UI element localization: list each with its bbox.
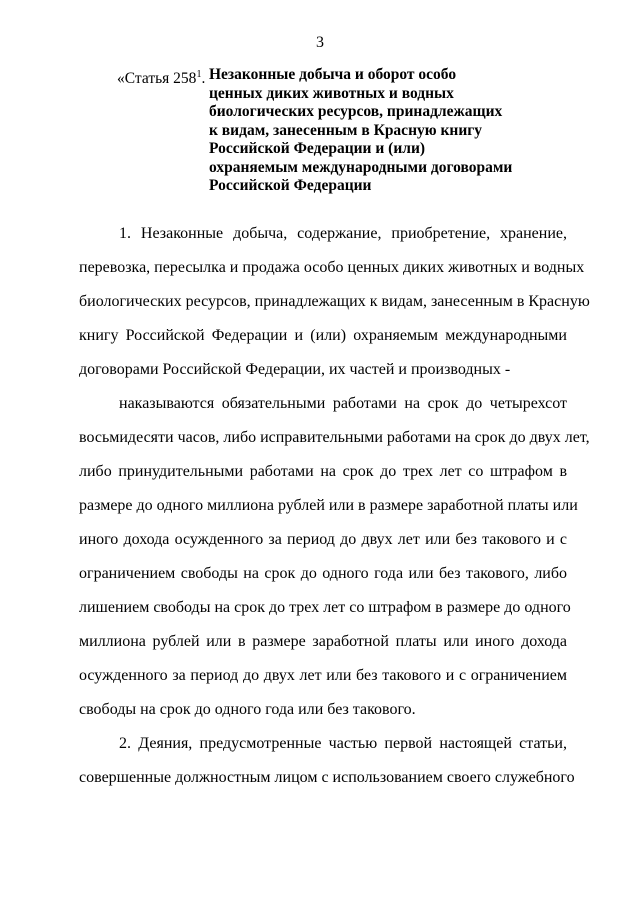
text-line: 1. Незаконные добыча, содержание, приобретение, хранение, <box>119 225 567 242</box>
title-line: к видам, занесенным в Красную книгу <box>209 121 483 139</box>
text-line: восьмидесяти часов, либо исправительными работами на срок до двух лет, <box>79 429 590 446</box>
text-line: перевозка, пересылка и продажа особо ценных диких животных и водных <box>79 259 585 276</box>
text-line: осужденного за период до двух лет или без такового и с ограничением <box>79 667 567 684</box>
text-line: книгу Российской Федерации и (или) охраняемым международными <box>79 327 567 344</box>
article-suffix: . <box>201 70 206 87</box>
article-title <box>209 66 589 196</box>
text-line: наказываются обязательными работами на срок до четырехсот <box>119 395 567 412</box>
text-line: либо принудительными работами на срок до трех лет со штрафом в <box>79 463 567 480</box>
text-line: иного дохода осужденного за период до двух лет или без такового и с <box>79 531 567 548</box>
paragraph-1 <box>79 224 590 394</box>
text-line: свободы на срок до одного года или без такового. <box>79 701 416 718</box>
title-line: биологических ресурсов, принадлежащих <box>209 103 503 120</box>
title-line: Незаконные добыча и оборот особо <box>209 66 457 83</box>
title-line: охраняемым международными договорами <box>209 158 513 176</box>
paragraph-3 <box>79 734 575 802</box>
paragraph-2 <box>79 394 590 734</box>
text-line: биологических ресурсов, принадлежащих к видам, занесенным в Красную <box>79 293 590 310</box>
text-line: ограничением свободы на срок до одного года или без такового, либо <box>79 565 567 582</box>
article-number <box>117 66 205 89</box>
text-line: договорами Российской Федерации, их частей и производных - <box>79 361 511 378</box>
title-line: Российской Федерации <box>209 177 372 194</box>
text-line: 2. Деяния, предусмотренные частью первой настоящей статьи, <box>119 735 567 752</box>
article-body <box>79 224 590 802</box>
article-superscript: 1 <box>196 69 202 80</box>
text-line: лишением свободы на срок до трех лет со штрафом в размере до одного <box>79 599 571 616</box>
page-number: 3 <box>316 34 324 51</box>
title-line: Российской Федерации и (или) <box>209 140 426 157</box>
title-line: ценных диких животных и водных <box>209 84 454 102</box>
text-line: размере до одного миллиона рублей или в размере заработной платы или <box>79 497 578 514</box>
text-line: миллиона рублей или в размере заработной платы или иного дохода <box>79 633 567 650</box>
article-prefix: «Статья 258 <box>117 70 197 87</box>
text-line: совершенные должностным лицом с использованием своего служебного <box>79 769 575 786</box>
